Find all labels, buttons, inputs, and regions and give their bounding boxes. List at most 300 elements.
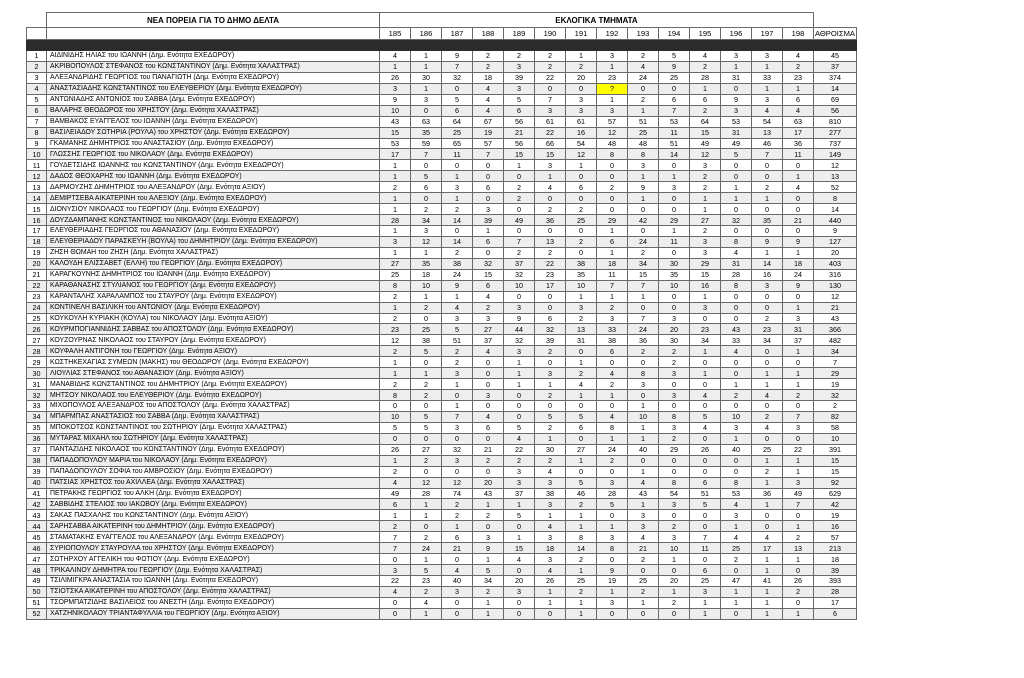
row-total: 8	[814, 193, 857, 204]
vote-cell: 0	[442, 466, 473, 477]
vote-cell: 1	[504, 357, 535, 368]
vote-cell: 2	[566, 499, 597, 510]
candidate-rows	[27, 51, 857, 620]
vote-cell: 7	[783, 499, 814, 510]
candidate-name: ΔΟΥΖΔΑΜΠΑΝΗΣ ΚΩΝΣΤΑΝΤΙΝΟΣ του ΝΙΚΟΛΑΟΥ (Δημ. Ενότητα ΕΧΕΔΩΡΟΥ)	[47, 215, 380, 226]
vote-cell: 0	[752, 204, 783, 215]
vote-cell: 25	[411, 324, 442, 335]
vote-cell: 1	[473, 608, 504, 619]
table-row	[27, 258, 857, 269]
vote-cell: 22	[783, 444, 814, 455]
candidate-name: ΤΣΟΡΜΠΑΤΖΙΔΗΣ ΒΑΣΙΛΕΙΟΣ του ΑΝΕΣΤΗ (Δημ. Ενότητα ΕΧΕΔΩΡΟΥ)	[47, 597, 380, 608]
vote-cell: 3	[442, 586, 473, 597]
vote-cell: 0	[473, 160, 504, 171]
candidate-name: ΜΥΤΑΡΑΣ ΜΙΧΑΗΛ του ΣΩΤΗΡΙΟΥ (Δημ. Ενότητα ΧΑΛΑΣΤΡΑΣ)	[47, 433, 380, 444]
vote-cell: 3	[659, 422, 690, 433]
vote-cell: 18	[473, 72, 504, 83]
row-total: 374	[814, 72, 857, 83]
vote-cell: 7	[628, 280, 659, 291]
vote-cell: 1	[442, 291, 473, 302]
vote-cell: 24	[411, 543, 442, 554]
row-index: 38	[27, 455, 47, 466]
vote-cell: 1	[597, 94, 628, 105]
table-row	[27, 138, 857, 149]
vote-cell: 6	[504, 105, 535, 116]
vote-cell: 1	[566, 455, 597, 466]
vote-cell: 0	[690, 466, 721, 477]
vote-cell: 39	[473, 215, 504, 226]
vote-cell: 23	[690, 324, 721, 335]
vote-cell: 4	[442, 565, 473, 576]
vote-cell: 0	[721, 83, 752, 94]
vote-cell: 28	[380, 215, 411, 226]
vote-cell: 0	[752, 401, 783, 412]
table-row	[27, 608, 857, 619]
row-index: 29	[27, 357, 47, 368]
vote-cell: 4	[535, 565, 566, 576]
vote-cell: 2	[721, 554, 752, 565]
row-index: 17	[27, 226, 47, 237]
row-index: 14	[27, 193, 47, 204]
vote-cell: 1	[411, 499, 442, 510]
vote-cell: 0	[783, 433, 814, 444]
row-index: 31	[27, 379, 47, 390]
vote-cell: 5	[411, 565, 442, 576]
vote-cell: 24	[783, 269, 814, 280]
vote-cell: 1	[380, 357, 411, 368]
vote-cell: 0	[504, 226, 535, 237]
vote-cell: 4	[752, 422, 783, 433]
vote-cell: 1	[380, 510, 411, 521]
table-row	[27, 335, 857, 346]
vote-cell: 1	[504, 368, 535, 379]
vote-cell: 1	[690, 608, 721, 619]
row-total: 13	[814, 171, 857, 182]
row-index: 1	[27, 51, 47, 62]
vote-cell: 18	[535, 543, 566, 554]
vote-cell: 31	[566, 335, 597, 346]
table-row	[27, 324, 857, 335]
vote-cell: 36	[628, 335, 659, 346]
sections-title: ΕΚΛΟΓΙΚΑ ΤΜΗΜΑΤΑ	[380, 13, 814, 28]
vote-cell: 0	[473, 401, 504, 412]
vote-cell: 11	[659, 236, 690, 247]
vote-cell: 27	[380, 258, 411, 269]
vote-cell: 0	[566, 247, 597, 258]
row-total: 6	[814, 608, 857, 619]
vote-cell: 3	[597, 597, 628, 608]
vote-cell: 3	[690, 247, 721, 258]
candidate-name: ΧΑΤΖΗΝΙΚΟΛΑΟΥ ΤΡΙΑΝΤΑΦΥΛΛΙΑ του ΓΕΩΡΓΙΟΥ (Δημ. Ενότητα ΑΞΙΟΥ)	[47, 608, 380, 619]
candidate-name: ΜΗΤΣΟΥ ΝΙΚΟΛΑΟΣ του ΕΛΕΥΘΕΡΙΟΥ (Δημ. Ενότητα ΕΧΕΔΩΡΟΥ)	[47, 390, 380, 401]
vote-cell: 2	[535, 204, 566, 215]
row-index: 32	[27, 390, 47, 401]
vote-cell: 4	[380, 51, 411, 62]
section-header-185: 185	[380, 28, 411, 40]
candidate-name: ΛΙΟΥΛΙΑΣ ΣΤΕΦΑΝΟΣ του ΑΘΑΝΑΣΙΟΥ (Δημ. Ενότητα ΑΞΙΟΥ)	[47, 368, 380, 379]
vote-cell: 3	[752, 280, 783, 291]
vote-cell: 59	[411, 138, 442, 149]
table-row	[27, 313, 857, 324]
vote-cell: 30	[411, 72, 442, 83]
vote-cell: 2	[721, 390, 752, 401]
vote-cell: 3	[721, 105, 752, 116]
vote-cell: 0	[628, 302, 659, 313]
row-total: 629	[814, 488, 857, 499]
vote-cell: 0	[783, 565, 814, 576]
vote-cell: 4	[690, 390, 721, 401]
table-row	[27, 390, 857, 401]
vote-cell: 3	[721, 422, 752, 433]
vote-cell: 51	[659, 138, 690, 149]
vote-cell: 65	[442, 138, 473, 149]
row-total: 213	[814, 543, 857, 554]
vote-cell: 20	[473, 477, 504, 488]
candidate-name: ΕΛΕΥΘΕΡΙΑΔΟΥ ΠΑΡΑΣΚΕΥΗ (ΒΟΥΛΑ) του ΔΗΜΗΤΡΙΟΥ (Δημ. Ενότητα ΕΧΕΔΩΡΟΥ)	[47, 236, 380, 247]
row-total: 316	[814, 269, 857, 280]
vote-cell: 27	[566, 444, 597, 455]
table-row	[27, 401, 857, 412]
vote-cell: 2	[535, 247, 566, 258]
vote-cell: 4	[690, 422, 721, 433]
vote-cell: 4	[535, 521, 566, 532]
vote-cell: 0	[659, 291, 690, 302]
row-total: 43	[814, 313, 857, 324]
vote-cell: 8	[628, 149, 659, 160]
row-total: 28	[814, 586, 857, 597]
vote-cell: 35	[752, 215, 783, 226]
vote-cell: 0	[721, 226, 752, 237]
vote-cell: 0	[783, 510, 814, 521]
vote-cell: 34	[411, 215, 442, 226]
vote-cell: 18	[783, 258, 814, 269]
vote-cell: 5	[566, 477, 597, 488]
vote-cell: 23	[783, 72, 814, 83]
vote-cell: 16	[752, 269, 783, 280]
row-total: 9	[814, 226, 857, 237]
vote-cell: 3	[690, 586, 721, 597]
table-row	[27, 586, 857, 597]
vote-cell: 2	[566, 554, 597, 565]
vote-cell: 24	[597, 444, 628, 455]
table-row	[27, 269, 857, 280]
vote-cell: 33	[721, 335, 752, 346]
vote-cell: 26	[535, 576, 566, 587]
vote-cell: 1	[628, 171, 659, 182]
vote-cell: 63	[783, 116, 814, 127]
vote-cell: 3	[597, 477, 628, 488]
vote-cell: 0	[597, 357, 628, 368]
vote-cell: 4	[752, 105, 783, 116]
vote-cell: 2	[442, 346, 473, 357]
vote-cell: 0	[690, 510, 721, 521]
vote-cell: 1	[721, 586, 752, 597]
vote-cell: 11	[659, 127, 690, 138]
vote-cell: 8	[721, 280, 752, 291]
vote-cell: 15	[628, 269, 659, 280]
vote-cell: 57	[473, 138, 504, 149]
vote-cell: 24	[628, 324, 659, 335]
vote-cell: 1	[597, 61, 628, 72]
candidate-name: ΠΑΝΤΑΖΙΔΗΣ ΝΙΚΟΛΑΟΣ του ΚΩΝΣΤΑΝΤΙΝΟΥ (Δημ. Ενότητα ΕΧΕΔΩΡΟΥ)	[47, 444, 380, 455]
vote-cell: 64	[442, 116, 473, 127]
candidate-name: ΕΛΕΥΘΕΡΙΑΔΗΣ ΓΕΩΡΓΙΟΣ του ΑΘΑΝΑΣΙΟΥ (Δημ. Ενότητα ΕΧΕΔΩΡΟΥ)	[47, 226, 380, 237]
vote-cell: 21	[783, 215, 814, 226]
candidate-name: ΚΟΥΦΑΛΗ ΑΝΤΙΓΟΝΗ του ΓΕΩΡΓΙΟΥ (Δημ. Ενότητα ΑΞΙΟΥ)	[47, 346, 380, 357]
vote-cell: 2	[380, 466, 411, 477]
row-total: 810	[814, 116, 857, 127]
vote-cell: 0	[659, 302, 690, 313]
row-index: 6	[27, 105, 47, 116]
row-total: 737	[814, 138, 857, 149]
row-total: 52	[814, 182, 857, 193]
candidate-name: ΒΑΜΒΑΚΟΣ ΕΥΑΓΓΕΛΟΣ του ΙΩΑΝΝΗ (Δημ. Ενότητα ΕΧΕΔΩΡΟΥ)	[47, 116, 380, 127]
vote-cell: 1	[752, 379, 783, 390]
vote-cell: 1	[752, 586, 783, 597]
row-index: 26	[27, 324, 47, 335]
candidate-name: ΑΝΑΣΤΑΣΙΑΔΗΣ ΚΩΝΣΤΑΝΤΙΝΟΣ του ΕΛΕΥΘΕΡΙΟΥ (Δημ. Ενότητα ΕΧΕΔΩΡΟΥ)	[47, 83, 380, 94]
vote-cell: 0	[659, 83, 690, 94]
vote-cell: 0	[597, 554, 628, 565]
candidate-name: ΔΙΟΝΥΣΙΟΥ ΝΙΚΟΛΑΟΣ του ΓΕΩΡΓΙΟΥ (Δημ. Ενότητα ΕΧΕΔΩΡΟΥ)	[47, 204, 380, 215]
vote-cell: 54	[566, 138, 597, 149]
vote-cell: 44	[504, 324, 535, 335]
vote-cell: 1	[597, 390, 628, 401]
vote-cell: 0	[535, 357, 566, 368]
table-row	[27, 532, 857, 543]
vote-cell: 6	[690, 477, 721, 488]
row-total: 39	[814, 565, 857, 576]
vote-cell: 6	[473, 182, 504, 193]
row-total: 440	[814, 215, 857, 226]
vote-cell: 1	[442, 171, 473, 182]
vote-cell: 3	[690, 302, 721, 313]
vote-cell: 2	[504, 455, 535, 466]
vote-cell: 40	[721, 444, 752, 455]
vote-cell: 1	[783, 455, 814, 466]
row-index: 48	[27, 565, 47, 576]
vote-cell: 1	[411, 61, 442, 72]
row-index: 2	[27, 61, 47, 72]
vote-cell: 0	[442, 433, 473, 444]
vote-cell: 8	[659, 411, 690, 422]
vote-cell: 2	[535, 390, 566, 401]
section-header-189: 189	[504, 28, 535, 40]
vote-cell: 0	[783, 160, 814, 171]
vote-cell: 0	[721, 368, 752, 379]
vote-cell: 9	[597, 565, 628, 576]
row-index: 44	[27, 521, 47, 532]
row-index: 27	[27, 335, 47, 346]
vote-cell: ?	[597, 83, 628, 94]
vote-cell: 0	[504, 291, 535, 302]
vote-cell: 37	[473, 335, 504, 346]
vote-cell: 7	[597, 280, 628, 291]
vote-cell: 3	[721, 510, 752, 521]
vote-cell: 37	[783, 335, 814, 346]
vote-cell: 0	[504, 597, 535, 608]
vote-cell: 25	[566, 215, 597, 226]
vote-cell: 1	[659, 226, 690, 237]
vote-cell: 4	[504, 433, 535, 444]
table-row	[27, 346, 857, 357]
vote-cell: 2	[535, 422, 566, 433]
candidate-name: ΤΣΙΛΙΜΙΓΚΡΑ ΑΝΑΣΤΑΣΙΑ του ΙΩΑΝΝΗ (Δημ. Ενότητα ΕΧΕΔΩΡΟΥ)	[47, 576, 380, 587]
vote-cell: 4	[783, 105, 814, 116]
vote-cell: 40	[442, 576, 473, 587]
candidate-name: ΣΤΑΜΑΤΑΚΗΣ ΕΥΑΓΓΕΛΟΣ του ΑΛΕΞΑΝΔΡΟΥ (Δημ. Ενότητα ΕΧΕΔΩΡΟΥ)	[47, 532, 380, 543]
candidate-name: ΜΠΟΚΟΤΣΟΣ ΚΩΝΣΤΑΝΤΙΝΟΣ του ΣΩΤΗΡΙΟΥ (Δημ. Ενότητα ΧΑΛΑΣΤΡΑΣ)	[47, 422, 380, 433]
vote-cell: 1	[380, 455, 411, 466]
vote-cell: 26	[380, 444, 411, 455]
vote-cell: 2	[566, 586, 597, 597]
vote-cell: 6	[597, 346, 628, 357]
vote-cell: 2	[442, 247, 473, 258]
vote-cell: 3	[504, 466, 535, 477]
table-row	[27, 193, 857, 204]
table-row	[27, 226, 857, 237]
vote-cell: 7	[535, 94, 566, 105]
vote-cell: 12	[380, 335, 411, 346]
vote-cell: 1	[690, 597, 721, 608]
vote-cell: 0	[690, 357, 721, 368]
vote-cell: 0	[628, 83, 659, 94]
vote-cell: 0	[783, 226, 814, 237]
vote-cell: 0	[411, 193, 442, 204]
candidate-name: ΜΙΧΟΠΟΥΛΟΣ ΑΛΕΞΑΝΔΡΟΣ του ΑΠΟΣΤΟΛΟΥ (Δημ. Ενότητα ΧΑΛΑΣΤΡΑΣ)	[47, 401, 380, 412]
vote-cell: 4	[597, 368, 628, 379]
vote-cell: 47	[721, 576, 752, 587]
table-row	[27, 499, 857, 510]
vote-cell: 1	[690, 368, 721, 379]
candidate-name: ΓΚΑΜΑΝΗΣ ΔΗΜΗΤΡΙΟΣ του ΑΝΑΣΤΑΣΙΟΥ (Δημ. Ενότητα ΕΧΕΔΩΡΟΥ)	[47, 138, 380, 149]
vote-cell: 1	[690, 291, 721, 302]
vote-cell: 0	[690, 521, 721, 532]
vote-cell: 32	[504, 269, 535, 280]
vote-cell: 0	[721, 204, 752, 215]
vote-cell: 5	[690, 499, 721, 510]
vote-cell: 25	[442, 127, 473, 138]
vote-cell: 1	[566, 597, 597, 608]
vote-cell: 21	[473, 444, 504, 455]
table-row	[27, 127, 857, 138]
vote-cell: 1	[380, 226, 411, 237]
row-index: 39	[27, 466, 47, 477]
vote-cell: 1	[535, 510, 566, 521]
vote-cell: 34	[752, 335, 783, 346]
vote-cell: 15	[690, 127, 721, 138]
vote-cell: 4	[721, 499, 752, 510]
vote-cell: 2	[690, 226, 721, 237]
vote-cell: 8	[721, 236, 752, 247]
vote-cell: 35	[659, 269, 690, 280]
vote-cell: 22	[535, 72, 566, 83]
vote-cell: 49	[504, 215, 535, 226]
vote-cell: 25	[752, 444, 783, 455]
vote-cell: 6	[442, 532, 473, 543]
table-row	[27, 105, 857, 116]
table-row	[27, 280, 857, 291]
vote-cell: 21	[504, 127, 535, 138]
party-title: ΝΕΑ ΠΟΡΕΙΑ ΓΙΑ ΤΟ ΔΗΜΟ ΔΕΛΤΑ	[47, 13, 380, 28]
row-total: 14	[814, 83, 857, 94]
vote-cell: 2	[411, 455, 442, 466]
vote-cell: 1	[752, 83, 783, 94]
vote-cell: 2	[628, 94, 659, 105]
section-header-188: 188	[473, 28, 504, 40]
candidate-name: ΚΟΝΤΙΝΕΛΗ ΒΑΣΙΛΙΚΗ του ΑΝΤΩΝΙΟΥ (Δημ. Ενότητα ΕΧΕΔΩΡΟΥ)	[47, 302, 380, 313]
vote-cell: 3	[690, 160, 721, 171]
header-row-sections	[27, 28, 857, 40]
vote-cell: 36	[783, 138, 814, 149]
row-total: 149	[814, 149, 857, 160]
vote-cell: 2	[535, 455, 566, 466]
vote-cell: 1	[535, 379, 566, 390]
vote-cell: 74	[442, 488, 473, 499]
table-row	[27, 72, 857, 83]
vote-cell: 0	[721, 160, 752, 171]
vote-cell: 15	[504, 149, 535, 160]
vote-cell: 37	[504, 258, 535, 269]
row-index: 30	[27, 368, 47, 379]
section-header-193: 193	[628, 28, 659, 40]
vote-cell: 0	[411, 521, 442, 532]
vote-cell: 6	[597, 236, 628, 247]
vote-cell: 32	[473, 258, 504, 269]
vote-cell: 0	[442, 597, 473, 608]
vote-cell: 1	[442, 521, 473, 532]
vote-cell: 1	[783, 171, 814, 182]
vote-cell: 56	[504, 138, 535, 149]
table-row	[27, 433, 857, 444]
vote-cell: 0	[659, 160, 690, 171]
vote-cell: 0	[566, 83, 597, 94]
candidate-name: ΓΛΩΣΣΗΣ ΓΕΩΡΓΙΟΣ του ΝΙΚΟΛΑΟΥ (Δημ. Ενότητα ΕΧΕΔΩΡΟΥ)	[47, 149, 380, 160]
vote-cell: 5	[473, 565, 504, 576]
vote-cell: 29	[659, 444, 690, 455]
vote-cell: 53	[721, 488, 752, 499]
vote-cell: 48	[597, 138, 628, 149]
vote-cell: 0	[380, 597, 411, 608]
row-index: 24	[27, 302, 47, 313]
row-index: 19	[27, 247, 47, 258]
candidate-name: ΜΠΑΡΜΠΑΣ ΑΝΑΣΤΑΣΙΟΣ του ΣΑΒΒΑ (Δημ. Ενότητα ΧΑΛΑΣΤΡΑΣ)	[47, 411, 380, 422]
vote-cell: 2	[380, 521, 411, 532]
row-total: 366	[814, 324, 857, 335]
vote-cell: 2	[504, 193, 535, 204]
vote-cell: 2	[411, 532, 442, 543]
vote-cell: 0	[721, 302, 752, 313]
vote-cell: 0	[442, 554, 473, 565]
vote-cell: 61	[535, 116, 566, 127]
row-index: 34	[27, 411, 47, 422]
vote-cell: 11	[597, 269, 628, 280]
vote-cell: 4	[752, 532, 783, 543]
vote-cell: 31	[721, 127, 752, 138]
vote-cell: 0	[752, 171, 783, 182]
row-total: 69	[814, 94, 857, 105]
vote-cell: 8	[597, 422, 628, 433]
row-index: 21	[27, 269, 47, 280]
row-total: 37	[814, 61, 857, 72]
vote-cell: 43	[628, 488, 659, 499]
vote-cell: 33	[597, 324, 628, 335]
row-index: 10	[27, 149, 47, 160]
candidate-name: ΑΙΔΙΝΙΔΗΣ ΗΛΙΑΣ του ΙΩΑΝΝΗ (Δημ. Ενότητα ΕΧΕΔΩΡΟΥ)	[47, 51, 380, 62]
vote-cell: 1	[628, 466, 659, 477]
vote-cell: 3	[442, 422, 473, 433]
vote-cell: 51	[690, 488, 721, 499]
